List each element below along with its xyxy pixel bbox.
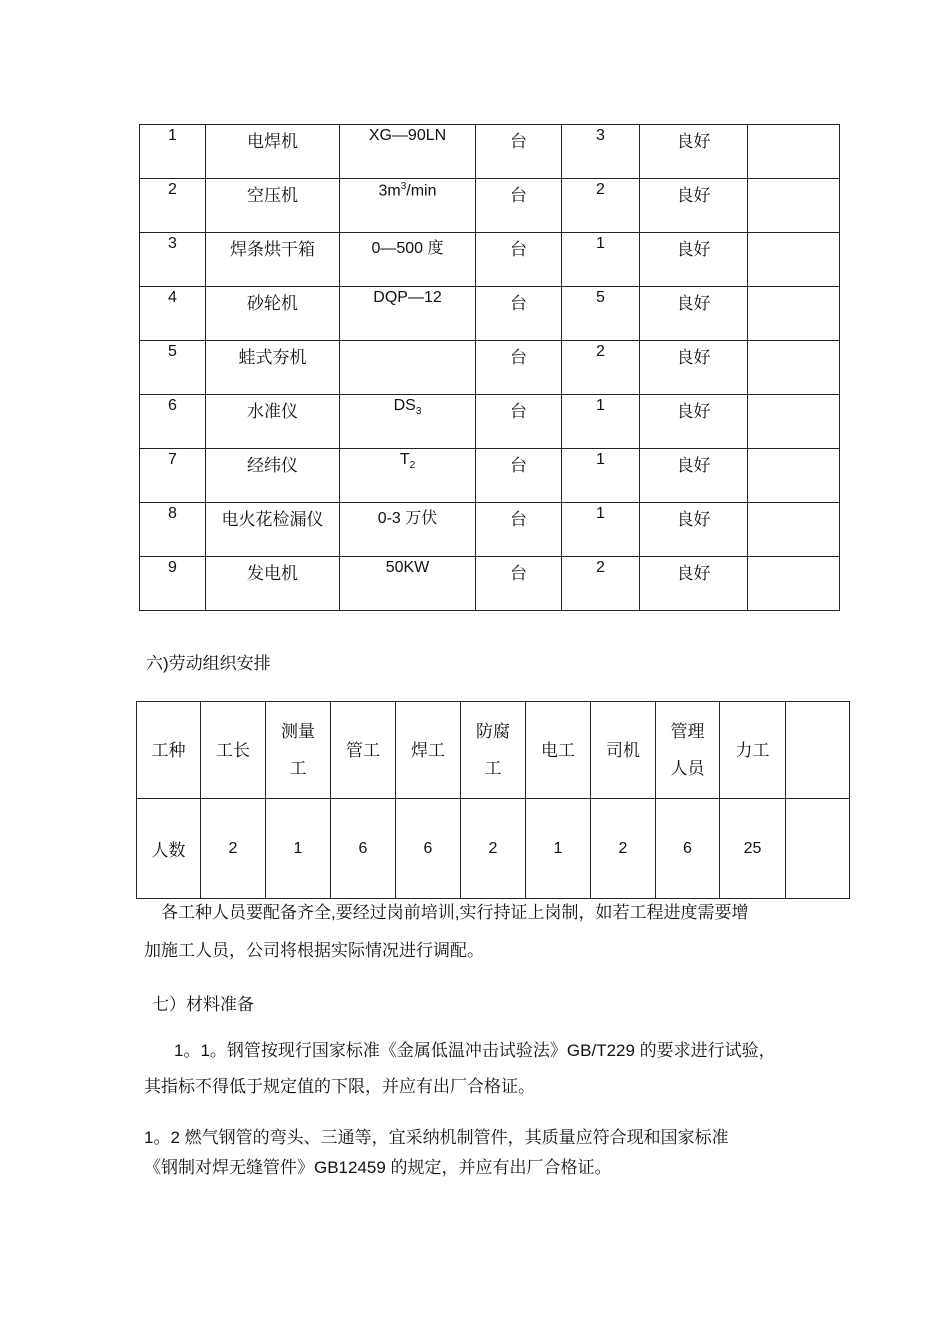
material-item-2-line1: 1。2 燃气钢管的弯头、三通等，宜采纳机制管件，其质量应符合现和国家标准 [144,1128,729,1147]
equipment-status: 良好 [640,449,748,503]
worktype-header [786,702,850,799]
equipment-quantity: 2 [562,557,640,611]
worktype-headcount: 2 [461,799,526,899]
equipment-unit: 台 [476,503,562,557]
worktype-headcount: 6 [331,799,396,899]
equipment-unit: 台 [476,179,562,233]
equipment-note [748,449,840,503]
equipment-number: 9 [140,557,206,611]
worktype-header-line: 管理 [670,722,705,741]
equipment-status: 良好 [640,287,748,341]
equipment-quantity: 3 [562,125,640,179]
worktype-header-line: 工 [484,759,502,778]
equipment-note [748,503,840,557]
equipment-row [140,179,840,233]
equipment-unit: 台 [476,125,562,179]
equipment-status: 良好 [640,179,748,233]
equipment-note [748,125,840,179]
equipment-quantity: 5 [562,287,640,341]
section-6-paragraph-line1: 各工种人员要配备齐全,要经过岗前培训,实行持证上岗制，如若工程进度需要增 [161,903,749,922]
equipment-spec: 0—500 度 [340,233,476,287]
equipment-name: 发电机 [206,557,340,611]
equipment-name: 空压机 [206,179,340,233]
equipment-row [140,287,840,341]
worktype-header [720,702,786,799]
material-item-1-line1: 1。1。钢管按现行国家标准《金属低温冲击试验法》GB/T229 的要求进行试验， [174,1041,776,1060]
equipment-spec-main: DS [393,397,416,414]
equipment-number: 7 [140,449,206,503]
worktype-header [331,702,396,799]
equipment-quantity: 1 [562,449,640,503]
equipment-unit: 台 [476,341,562,395]
worktype-header-line: 测量 [281,722,315,741]
equipment-number: 1 [140,125,206,179]
worktype-header [266,702,331,799]
worktype-header-line: 人员 [670,759,705,778]
worktype-headcount: 1 [526,799,591,899]
equipment-note [748,395,840,449]
section-7-heading: 七）材料准备 [152,995,254,1014]
equipment-quantity: 1 [562,395,640,449]
equipment-spec: 50KW [340,557,476,611]
equipment-quantity: 1 [562,233,640,287]
worktype-header-line: 焊工 [411,740,445,760]
equipment-spec: DQP—12 [340,287,476,341]
equipment-spec [340,341,476,395]
equipment-number: 6 [140,395,206,449]
equipment-number: 2 [140,179,206,233]
equipment-row [140,125,840,179]
equipment-spec-superscript: 3 [400,181,407,192]
equipment-spec-main: T [399,451,410,468]
material-item-1-line2: 其指标不得低于规定值的下限，并应有出厂合格证。 [144,1077,535,1096]
equipment-unit: 台 [476,557,562,611]
equipment-spec-tail: /min [406,182,437,200]
equipment-spec-main: 3m [378,182,401,200]
equipment-note [748,233,840,287]
worktype-headcount: 25 [720,799,786,899]
equipment-row [140,233,840,287]
equipment-note [748,341,840,395]
equipment-row [140,449,840,503]
equipment-status: 良好 [640,341,748,395]
equipment-name: 经纬仪 [206,449,340,503]
equipment-note [748,179,840,233]
equipment-name: 电焊机 [206,125,340,179]
equipment-name: 蛙式夯机 [206,341,340,395]
equipment-row [140,395,840,449]
headcount-label: 人数 [137,799,201,899]
worktype-header-line: 工 [289,759,307,778]
equipment-number: 5 [140,341,206,395]
worktype-header [461,702,526,799]
material-item-2-line2: 《钢制对焊无缝管件》GB12459 的规定，并应有出厂合格证。 [144,1158,612,1177]
worktype-headcount: 6 [656,799,720,899]
worktype-headcount: 2 [591,799,656,899]
equipment-number: 3 [140,233,206,287]
worktype-header [396,702,461,799]
equipment-name: 砂轮机 [206,287,340,341]
equipment-unit: 台 [476,395,562,449]
equipment-status: 良好 [640,233,748,287]
worktype-header-line: 管工 [346,740,380,760]
equipment-status: 良好 [640,125,748,179]
equipment-spec-subscript: 2 [409,460,416,472]
equipment-name: 电火花检漏仪 [206,503,340,557]
section-6-heading: 六)劳动组织安排 [146,654,271,673]
equipment-status: 良好 [640,557,748,611]
worktype-label: 工种 [137,702,201,799]
labor-count-row [137,799,850,899]
worktype-header [201,702,266,799]
worktype-header-line: 防腐 [476,722,510,741]
equipment-name: 水准仪 [206,395,340,449]
equipment-status: 良好 [640,503,748,557]
equipment-unit: 台 [476,233,562,287]
worktype-header [591,702,656,799]
equipment-unit: 台 [476,287,562,341]
equipment-row [140,557,840,611]
equipment-spec [340,449,476,503]
equipment-spec-subscript: 3 [415,406,422,418]
equipment-spec [340,179,476,233]
equipment-number: 4 [140,287,206,341]
equipment-spec [340,395,476,449]
equipment-number: 8 [140,503,206,557]
equipment-spec: 0-3 万伏 [340,503,476,557]
equipment-unit: 台 [476,449,562,503]
equipment-row [140,503,840,557]
equipment-note [748,287,840,341]
section-6-paragraph-line2: 加施工人员，公司将根据实际情况进行调配。 [144,941,484,960]
worktype-header [526,702,591,799]
worktype-header-line: 电工 [541,740,575,760]
equipment-note [748,557,840,611]
labor-table [136,701,850,899]
worktype-header-line: 力工 [735,740,770,760]
worktype-headcount [786,799,850,899]
worktype-headcount: 1 [266,799,331,899]
worktype-headcount: 6 [396,799,461,899]
labor-header-row [137,702,850,799]
equipment-quantity: 1 [562,503,640,557]
equipment-row [140,341,840,395]
worktype-header [656,702,720,799]
worktype-header-line: 工长 [216,740,250,760]
equipment-table [139,124,840,611]
equipment-quantity: 2 [562,179,640,233]
worktype-headcount: 2 [201,799,266,899]
worktype-header-line: 司机 [606,740,640,760]
equipment-status: 良好 [640,395,748,449]
equipment-name: 焊条烘干箱 [206,233,340,287]
equipment-quantity: 2 [562,341,640,395]
equipment-spec: XG—90LN [340,125,476,179]
